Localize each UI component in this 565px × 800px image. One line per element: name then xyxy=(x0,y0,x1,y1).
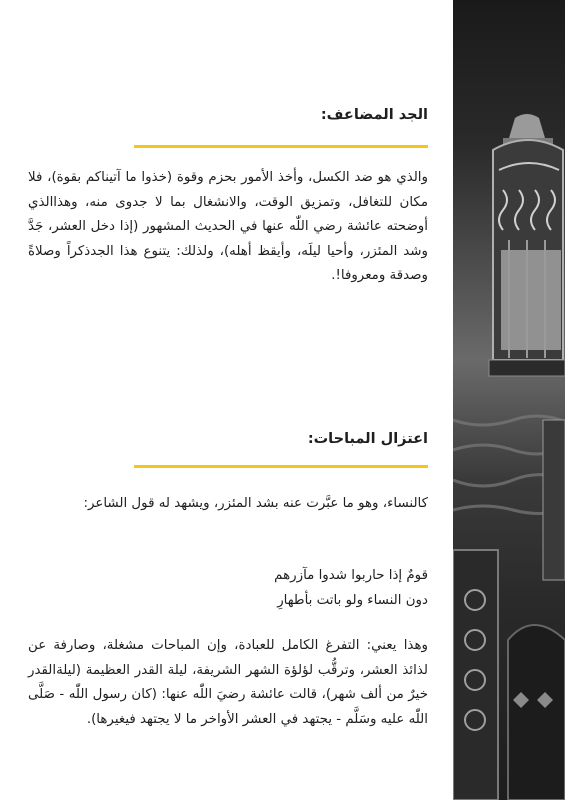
lower-lantern-right xyxy=(508,625,565,800)
lantern-photo xyxy=(453,0,565,800)
verse-line-2: دون النساء ولو باتت بأطهارِ xyxy=(277,592,428,608)
section1-underline xyxy=(134,145,428,148)
side-lantern xyxy=(543,420,565,580)
section1-body: والذي هو ضد الكسل، وأخذ الأمور بحزم وقوة (خذوا ما آتيناكم بقوة)، فلا مكان للتغافل، وتمزيق الوقت، والانشغال بما لا جدوى منه، وهذاالذي أوضحته عائشة رضي اللّٰه عنها في الحديث المشهور (إذا دخل العشر، جَدَّ وشد المئزر، وأحيا ليلَه، وأيقظ أهله)، ولذلك: يتنوع هذا الجدذكراً وصلاةً وصدقة ومعروفا!. xyxy=(28,170,428,283)
section2-heading: اعتزال المباحات: xyxy=(307,431,428,447)
section2-body: وهذا يعني: التفرغ الكامل للعبادة، وإن المباحات مشغلة، وصارفة عن لذائذ العشر، وترقُّب لؤلؤة الشهر الشريفة، ليلة القدر العظيمة (ليلةالقدر خيرٌ من ألف شهر)، قالت عائشة رضيَ اللّٰه عنها: (كان رسول اللّٰه - صَلَّى اللّٰه عليه وسَلَّم - يجتهد في العشر الأواخر ما لا يجتهد فيغيرها). xyxy=(28,638,428,727)
section2-intro: كالنساء، وهو ما عبَّرت عنه بشد المئزر، ويشهد له قول الشاعر: xyxy=(83,496,428,511)
lower-lantern-left xyxy=(453,550,498,800)
lantern-cap xyxy=(509,114,545,138)
lantern-illustration xyxy=(453,0,565,800)
section1-heading: الجد المضاعف: xyxy=(320,107,428,123)
lantern-base xyxy=(489,360,565,376)
verse-line-1: قومٌ إذا حاربوا شدوا مآزرهم xyxy=(274,568,428,583)
section2-underline xyxy=(134,465,428,468)
poem-verse xyxy=(28,564,428,613)
